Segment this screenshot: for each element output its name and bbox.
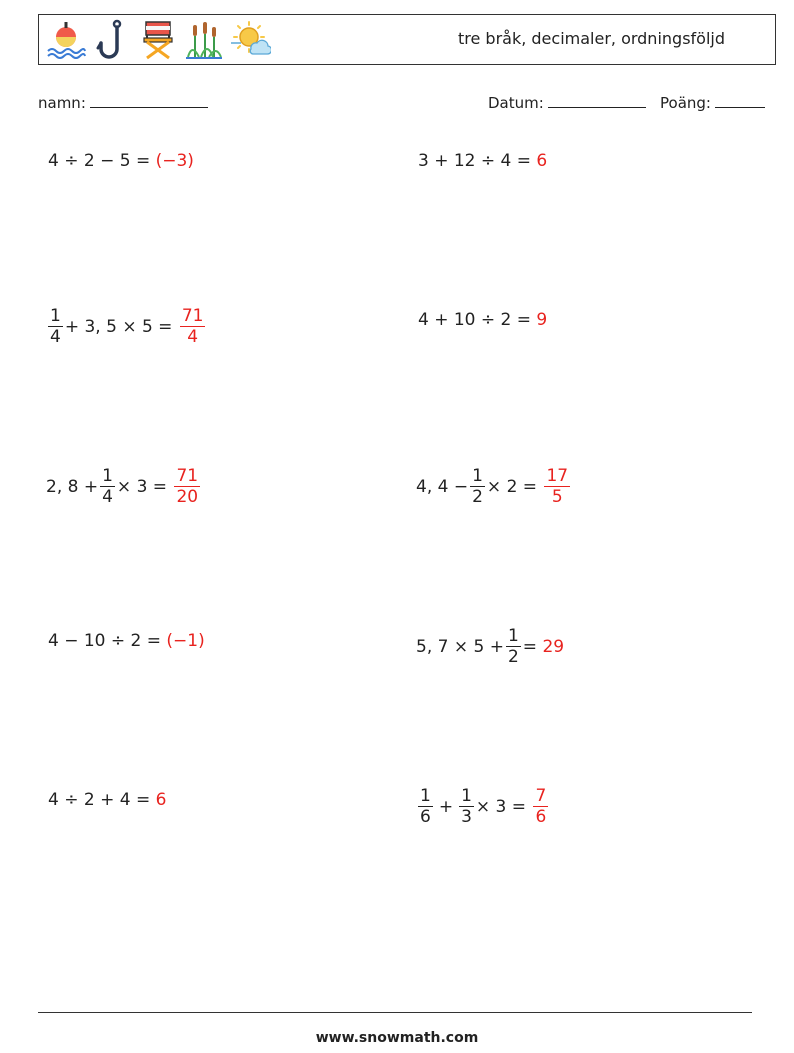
problem-5 xyxy=(46,466,202,507)
expression: 4 ÷ 2 + 4 = xyxy=(48,790,151,810)
problem-9 xyxy=(48,790,166,810)
score-label: Poäng: xyxy=(660,94,711,112)
numerator: 71 xyxy=(176,466,199,486)
fraction xyxy=(100,466,115,507)
denominator: 2 xyxy=(507,647,519,667)
fraction xyxy=(506,626,521,667)
expression: 4, 4 − xyxy=(416,476,469,497)
denominator: 5 xyxy=(551,487,563,507)
answer-fraction xyxy=(180,306,206,347)
numerator: 1 xyxy=(50,306,61,326)
operator: + xyxy=(438,796,454,817)
denominator: 6 xyxy=(420,807,431,827)
problem-3 xyxy=(46,306,207,347)
answer: 6 xyxy=(536,151,548,171)
numerator: 1 xyxy=(472,466,483,486)
problem-1 xyxy=(48,151,194,171)
expression: + 3, 5 × 5 = xyxy=(64,316,173,337)
expression: = xyxy=(522,636,538,657)
denominator: 6 xyxy=(535,807,547,827)
numerator: 1 xyxy=(507,626,519,646)
footer-divider xyxy=(38,1012,752,1013)
name-line[interactable] xyxy=(90,93,208,108)
answer-fraction xyxy=(174,466,200,507)
numerator: 1 xyxy=(420,786,431,806)
name-field xyxy=(38,93,208,112)
problem-2 xyxy=(418,151,547,171)
problem-6 xyxy=(416,466,572,507)
fraction xyxy=(48,306,63,347)
date-label: Datum: xyxy=(488,94,544,112)
problem-8 xyxy=(416,626,564,667)
denominator: 4 xyxy=(187,327,199,347)
fraction xyxy=(418,786,433,827)
score-line[interactable] xyxy=(715,93,765,108)
answer: 9 xyxy=(536,310,548,330)
problem-10 xyxy=(416,786,550,827)
expression: × 3 = xyxy=(475,796,527,817)
expression: 2, 8 + xyxy=(46,476,99,497)
expression: 4 + 10 ÷ 2 = xyxy=(418,310,532,330)
answer: (−1) xyxy=(166,631,205,651)
worksheet-header xyxy=(38,14,776,65)
answer-fraction xyxy=(544,466,570,507)
numerator: 1 xyxy=(102,466,113,486)
numerator: 1 xyxy=(461,786,472,806)
worksheet-title: tre bråk, decimaler, ordningsföljd xyxy=(457,29,725,48)
name-label: namn: xyxy=(38,94,86,112)
fishing-hook-icon xyxy=(91,19,133,61)
answer-fraction xyxy=(533,786,548,827)
date-line[interactable] xyxy=(548,93,646,108)
fishing-bobber-icon xyxy=(45,19,87,61)
denominator: 2 xyxy=(472,487,483,507)
problem-4 xyxy=(418,310,547,330)
footer-url[interactable]: www.snowmath.com xyxy=(315,1030,479,1046)
expression: 4 − 10 ÷ 2 = xyxy=(48,631,162,651)
expression: 4 ÷ 2 − 5 = xyxy=(48,151,151,171)
problem-7 xyxy=(48,631,205,651)
expression: 5, 7 × 5 + xyxy=(416,636,504,657)
denominator: 20 xyxy=(176,487,199,507)
numerator: 7 xyxy=(535,786,547,806)
expression: × 3 = xyxy=(116,476,168,497)
sun-cloud-icon xyxy=(229,19,271,61)
answer: (−3) xyxy=(155,151,194,171)
denominator: 4 xyxy=(102,487,113,507)
fraction xyxy=(470,466,485,507)
expression: 3 + 12 ÷ 4 = xyxy=(418,151,532,171)
answer: 29 xyxy=(542,636,565,657)
answer: 6 xyxy=(155,790,167,810)
cattail-reeds-icon xyxy=(183,19,225,61)
numerator: 71 xyxy=(181,306,204,326)
expression: × 2 = xyxy=(486,476,538,497)
fraction xyxy=(459,786,474,827)
numerator: 17 xyxy=(546,466,569,486)
denominator: 4 xyxy=(50,327,61,347)
date-field xyxy=(488,93,646,112)
score-field xyxy=(660,93,765,112)
folding-chair-icon xyxy=(137,19,179,61)
header-icons xyxy=(45,19,271,61)
denominator: 3 xyxy=(461,807,472,827)
